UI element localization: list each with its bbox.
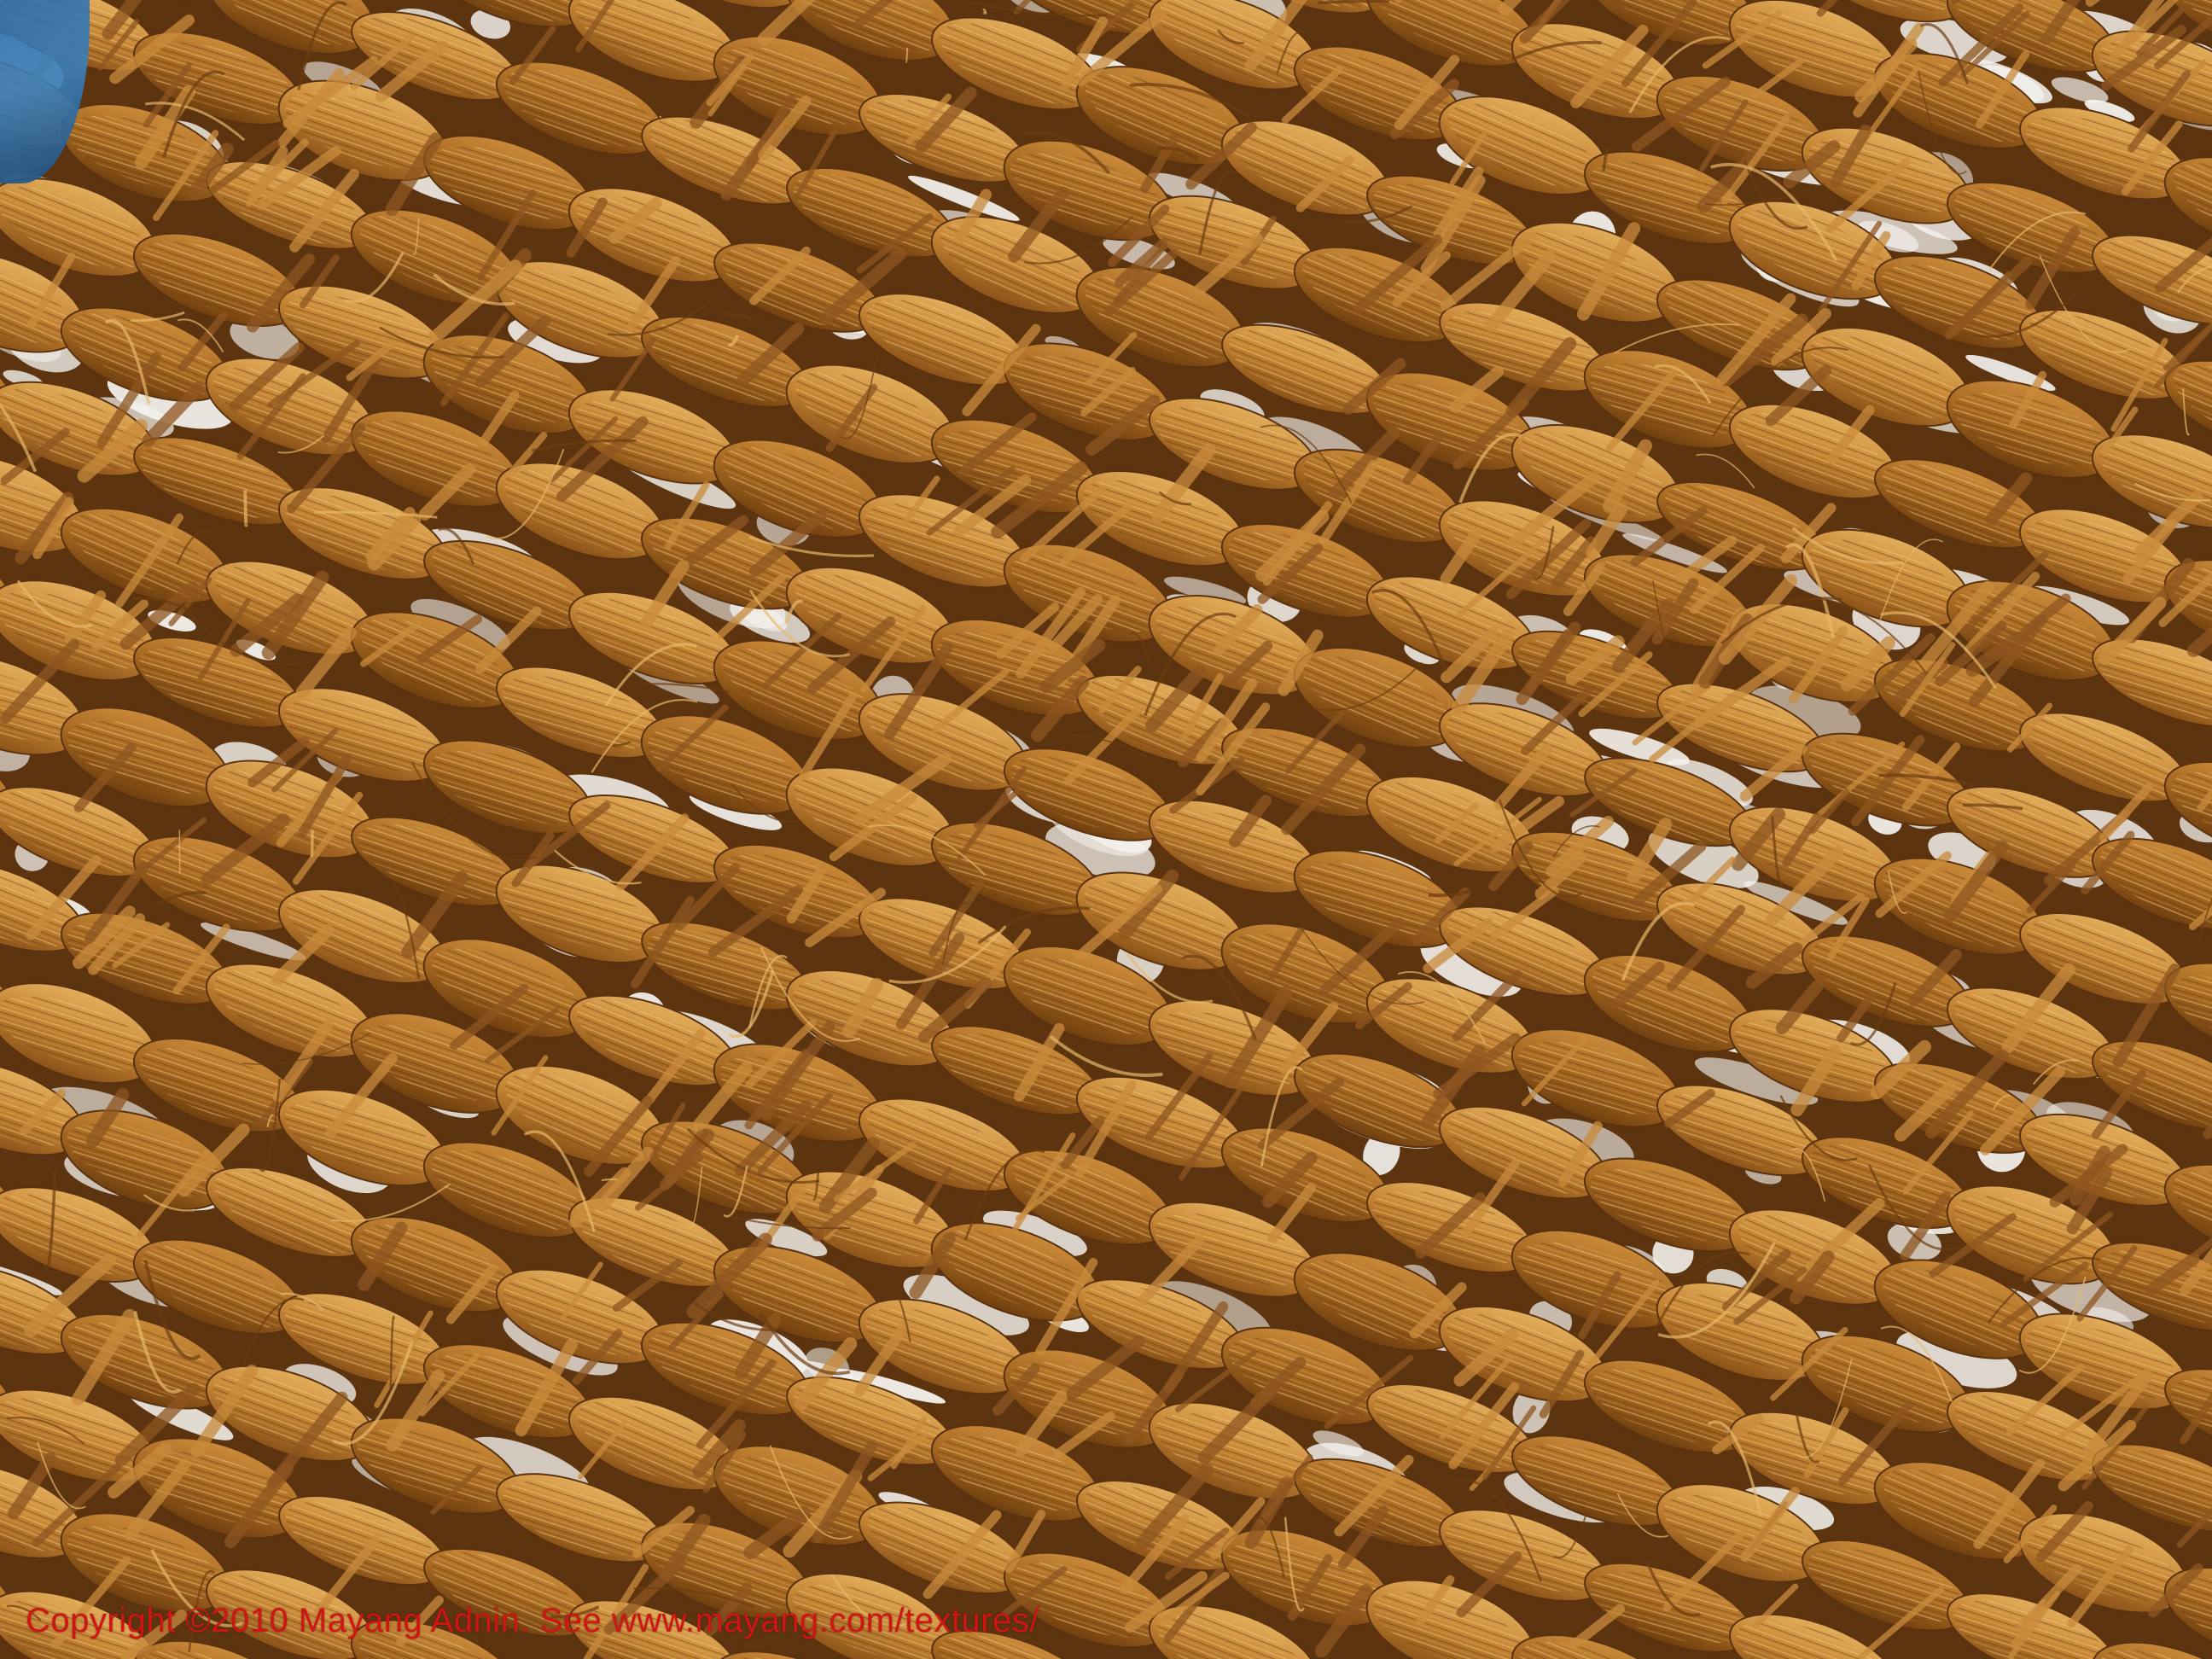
loose-fiber — [311, 830, 312, 856]
loose-fiber — [1318, 1, 1388, 3]
copyright-watermark: Copyright ©2010 Mayang Adnin. See www.mayang.com/textures/ — [26, 1602, 1039, 1639]
loose-fiber — [179, 830, 180, 872]
loose-fiber — [602, 1179, 617, 1180]
loose-fiber — [245, 490, 246, 525]
